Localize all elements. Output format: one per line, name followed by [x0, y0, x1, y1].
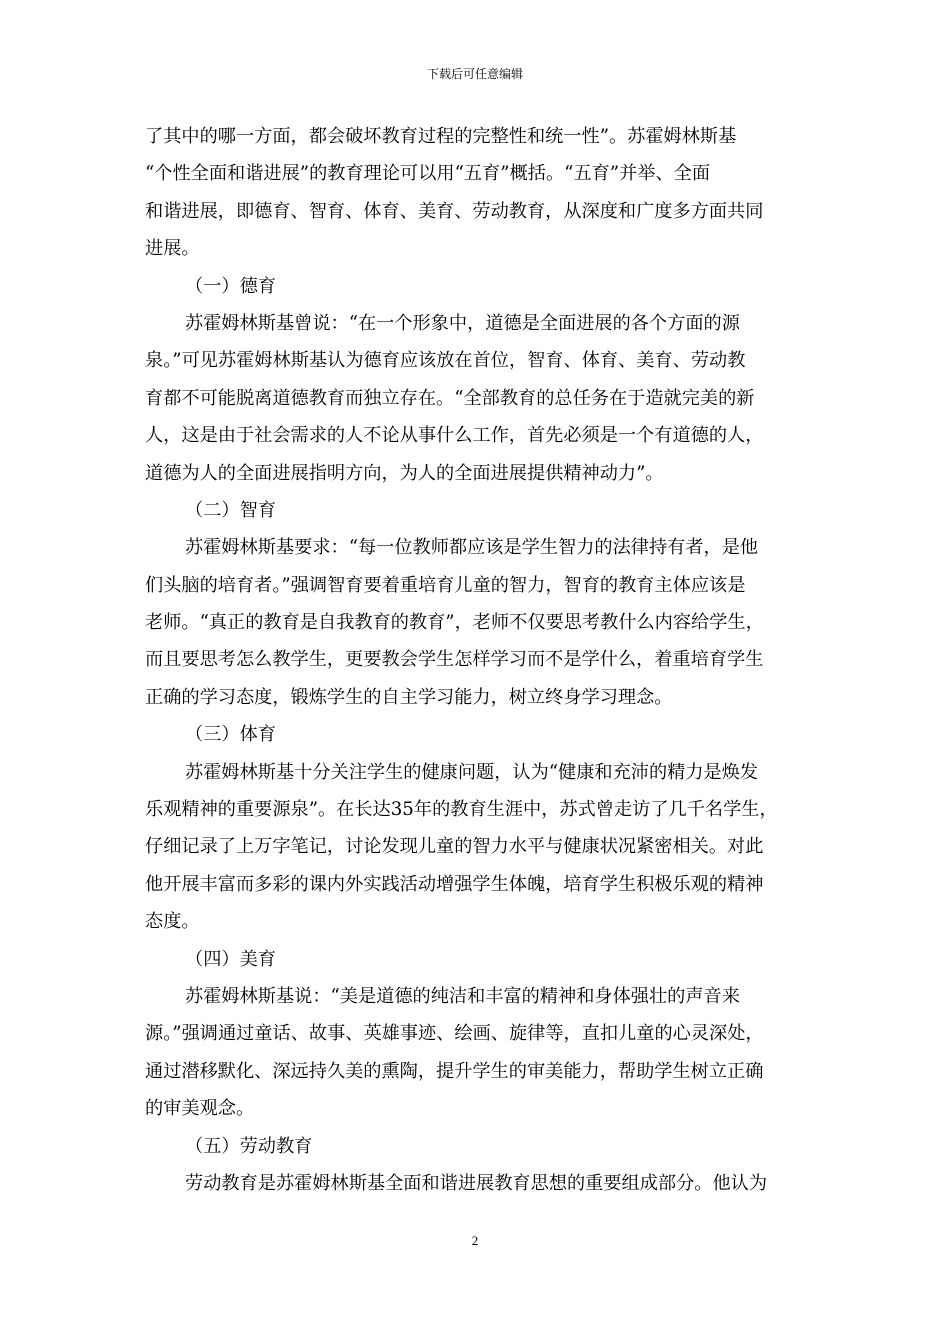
text-line: 道德为人的全面进展指明方向，为人的全面进展提供精神动力”。 [145, 462, 664, 484]
paragraph [145, 529, 807, 716]
page-number: 2 [471, 1233, 479, 1248]
text-line: 进展。 [145, 238, 200, 260]
text-line: 和谐进展，即德育、智育、体育、美育、劳动教育，从深度和广度多方面共同 [145, 200, 764, 222]
text-line: 仔细记录了上万字笔记，讨论发现儿童的智力水平与健康状况紧密相关。对此 [145, 836, 764, 858]
section-heading: （一）德育 [185, 275, 276, 297]
text-line: 苏霍姆林斯基十分关注学生的健康问题，认为“健康和充沛的精力是焕发 [185, 761, 759, 783]
paragraph [145, 978, 807, 1128]
text-line: 而且要思考怎么教学生，更要教会学生怎样学习而不是学什么，着重培育学生 [145, 649, 764, 671]
text-line: 老师。“真正的教育是自我教育的教育”，老师不仅要思考教什么内容给学生， [145, 612, 764, 634]
text-line: 通过潜移默化、深远持久美的熏陶，提升学生的审美能力，帮助学生树立正确 [145, 1060, 764, 1082]
section-heading: （二）智育 [185, 499, 276, 521]
text-line: “个性全面和谐进展”的教育理论可以用“五育”概括。“五育”并举、全面 [145, 163, 711, 185]
text-line: 的审美观念。 [145, 1098, 255, 1120]
text-line: 们头脑的培育者。”强调智育要着重培育儿童的智力，智育的教育主体应该是 [145, 574, 746, 596]
text-line: 他开展丰富而多彩的课内外实践活动增强学生体魄，培育学生积极乐观的精神 [145, 873, 764, 895]
text-line: 劳动教育是苏霍姆林斯基全面和谐进展教育思想的重要组成部分。他认为 [185, 1172, 768, 1194]
paragraph [145, 305, 807, 492]
text-line: 态度。 [145, 911, 200, 933]
text-line: 苏霍姆林斯基曾说：“在一个形象中，道德是全面进展的各个方面的源 [185, 312, 740, 334]
text-line: 苏霍姆林斯基要求：“每一位教师都应该是学生智力的法律持有者，是他 [185, 537, 759, 559]
text-line: 源。”强调通过童话、故事、英雄事迹、绘画、旋律等，直扣儿童的心灵深处， [145, 1023, 764, 1045]
paragraph [145, 1165, 807, 1202]
section-heading: （四）美育 [185, 948, 276, 970]
text-line: 泉。”可见苏霍姆林斯基认为德育应该放在首位，智育、体育、美育、劳动教 [145, 350, 746, 372]
paragraph [145, 118, 807, 268]
text-line: 正确的学习态度，锻炼学生的自主学习能力，树立终身学习理念。 [145, 686, 673, 708]
text-line: 了其中的哪一方面，都会破坏教育过程的完整性和统一性”。苏霍姆林斯基 [145, 126, 737, 147]
text-line: 乐观精神的重要源泉”。在长达35年的教育生涯中，苏式曾走访了几千名学生， [145, 799, 778, 821]
text-line: 育都不可能脱离道德教育而独立存在。“全部教育的总任务在于造就完美的新 [145, 387, 755, 409]
paragraph [145, 754, 807, 941]
text-line: 苏霍姆林斯基说：“美是道德的纯洁和丰富的精神和身体强壮的声音来 [185, 985, 740, 1007]
document-body [145, 118, 807, 1202]
section-heading: （五）劳动教育 [185, 1135, 313, 1157]
text-line: 人，这是由于社会需求的人不论从事什么工作，首先必须是一个有道德的人， [145, 425, 764, 447]
section-heading: （三）体育 [185, 724, 276, 746]
page-header: 下载后可任意编辑 [426, 67, 523, 81]
